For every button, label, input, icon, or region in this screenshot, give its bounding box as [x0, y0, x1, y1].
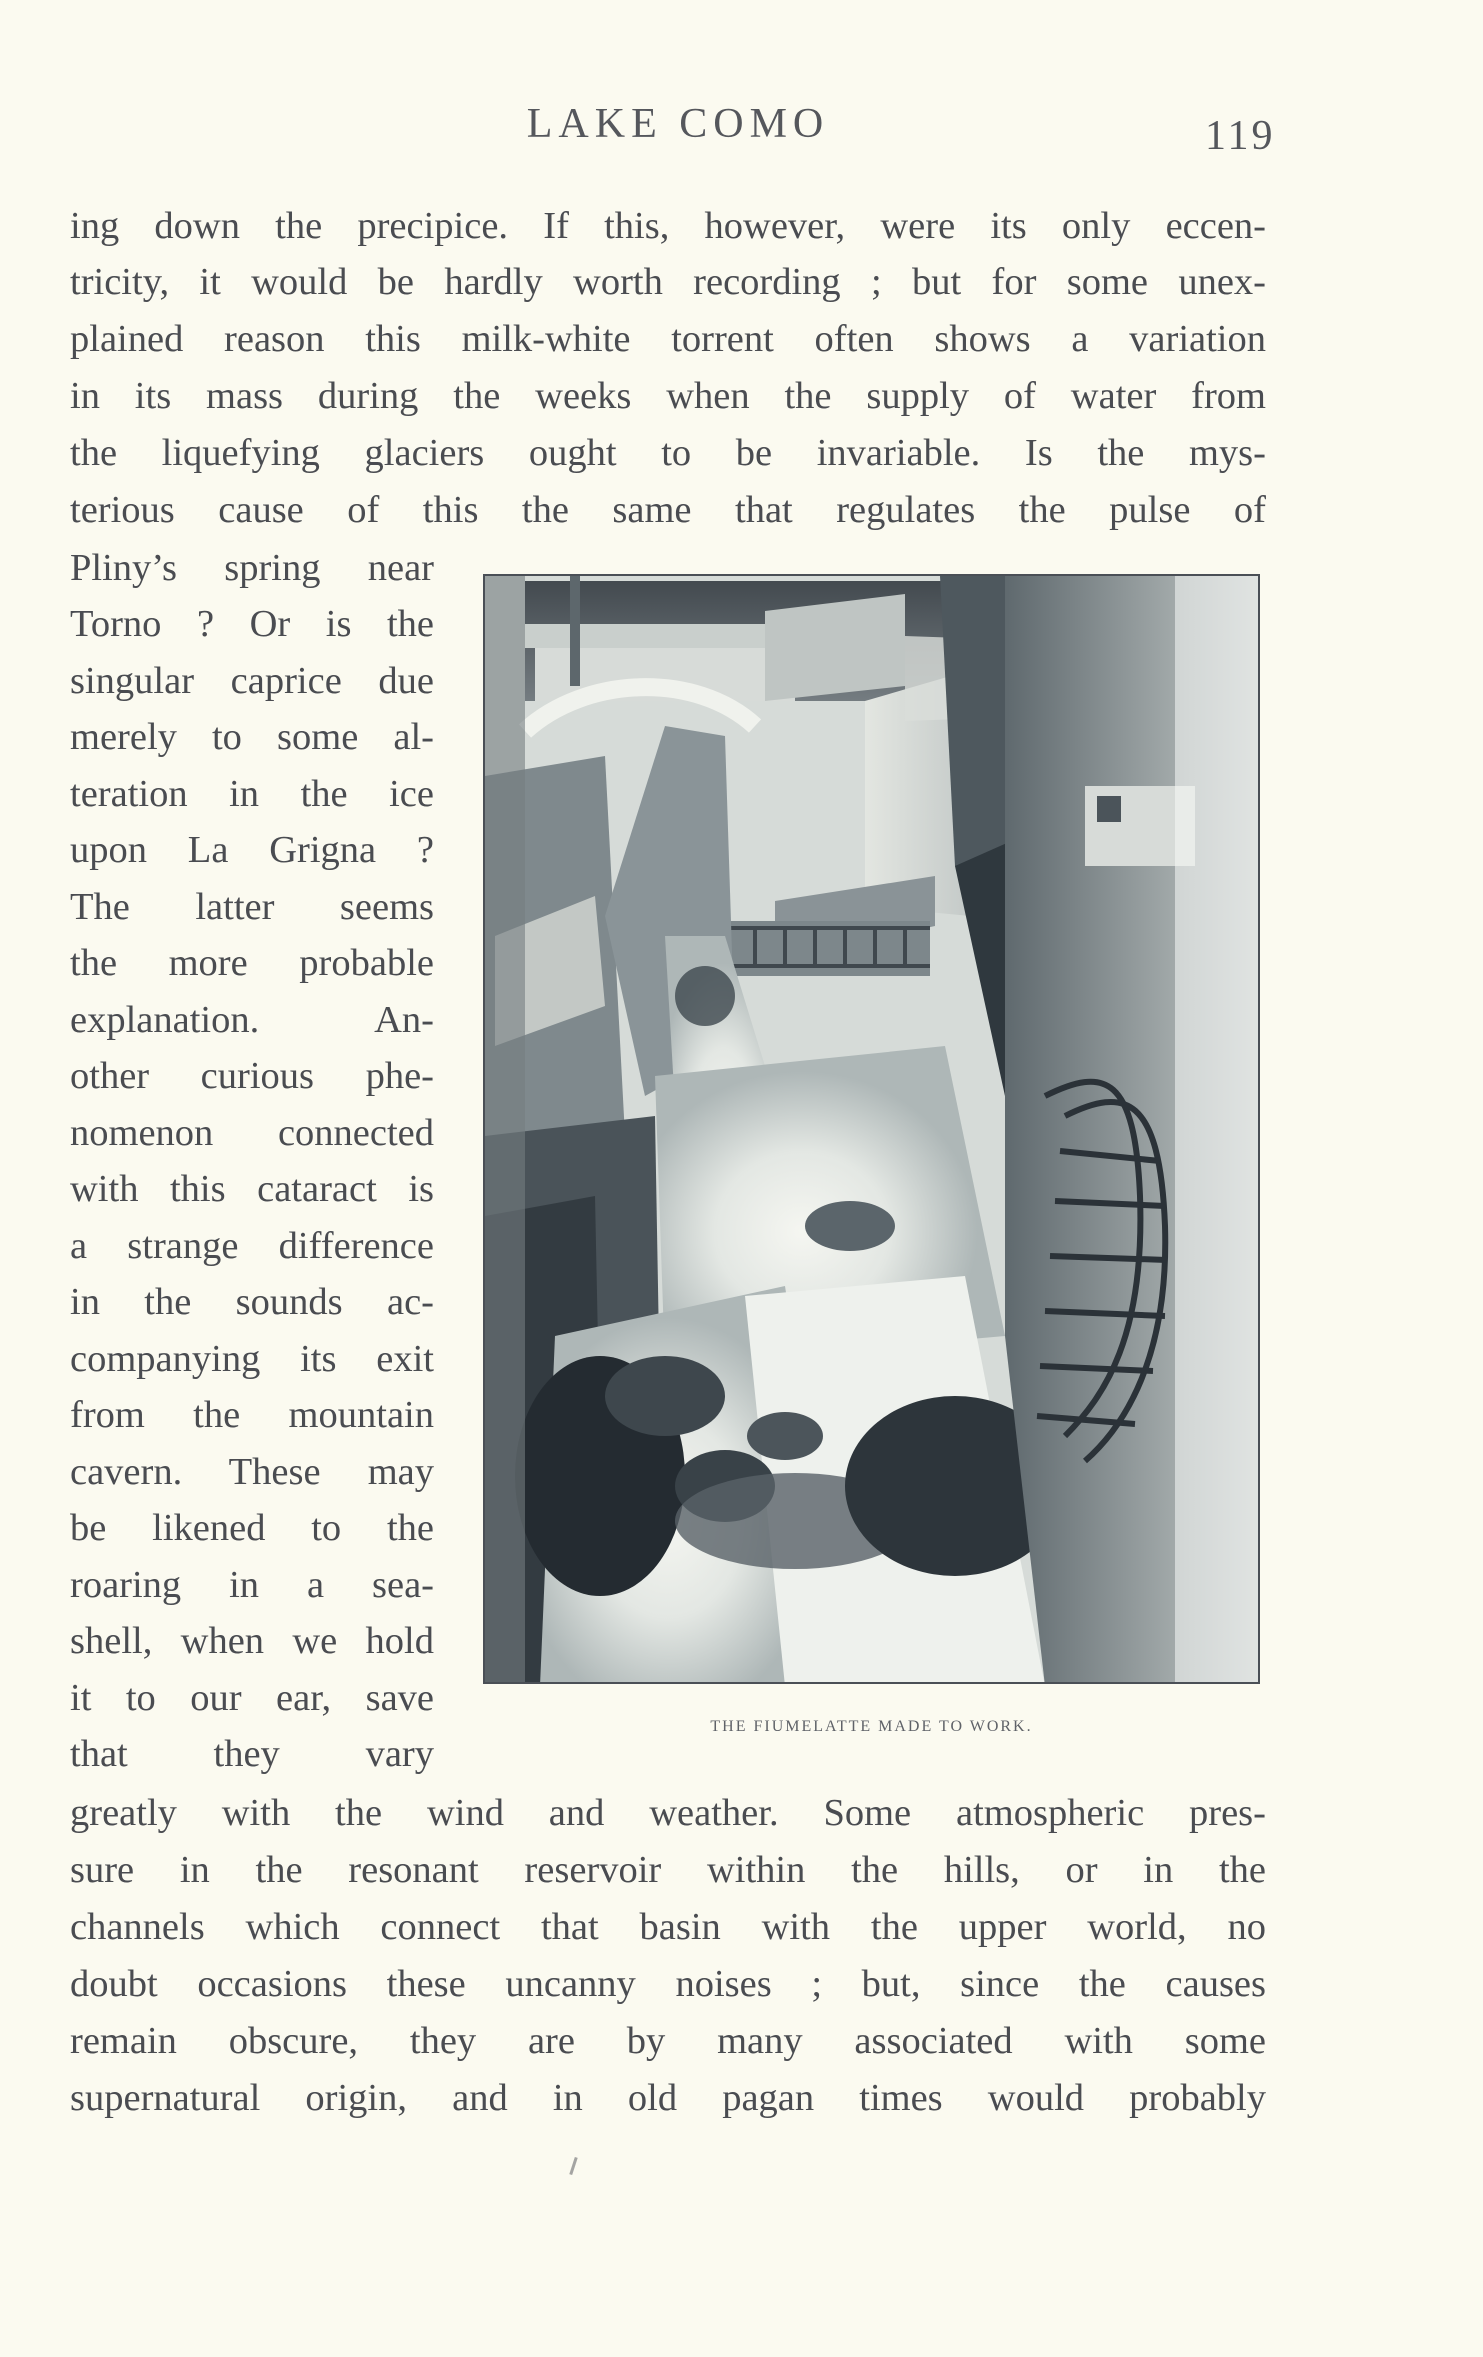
text-line: from the mountain: [70, 1394, 434, 1436]
text-line: upon La Grigna ?: [70, 829, 434, 871]
text-line: roaring in a sea-: [70, 1564, 434, 1606]
running-header-title: LAKE COMO: [526, 101, 830, 147]
text-line: other curious phe-: [70, 1055, 434, 1097]
text-line: cavern. These may: [70, 1451, 434, 1493]
text-line: shell, when we hold: [70, 1620, 434, 1662]
text-line: plained reason this milk-white torrent often shows a variation: [70, 318, 1266, 360]
text-line: The latter seems: [70, 886, 434, 928]
text-line: Pliny’s spring near: [70, 547, 434, 589]
text-line: companying its exit: [70, 1338, 434, 1380]
text-line: that they vary: [70, 1733, 434, 1775]
figure-caption: THE FIUMELATTE MADE TO WORK.: [710, 1718, 1033, 1735]
text-line: terious cause of this the same that regulates the pulse of: [70, 489, 1266, 531]
waterfall-figure: [483, 574, 1260, 1684]
text-line: tricity, it would be hardly worth recording ; but for some unex-: [70, 261, 1266, 303]
text-line: greatly with the wind and weather. Some atmospheric pres-: [70, 1792, 1266, 1834]
text-line: nomenon connected: [70, 1112, 434, 1154]
text-line: sure in the resonant reservoir within the hills, or in the: [70, 1849, 1266, 1891]
text-line: Torno ? Or is the: [70, 603, 434, 645]
text-line: doubt occasions these uncanny noises ; but, since the causes: [70, 1963, 1266, 2005]
waterfall-photograph: [483, 574, 1260, 1684]
text-line: in the sounds ac-: [70, 1281, 434, 1323]
text-line: the more probable: [70, 942, 434, 984]
text-line: teration in the ice: [70, 773, 434, 815]
text-line: in its mass during the weeks when the supply of water from: [70, 375, 1266, 417]
text-line: ing down the precipice. If this, however, were its only eccen-: [70, 205, 1266, 247]
text-line: it to our ear, save: [70, 1677, 434, 1719]
text-line: explanation. An-: [70, 999, 434, 1041]
text-line: with this cataract is: [70, 1168, 434, 1210]
text-line: merely to some al-: [70, 716, 434, 758]
text-line: channels which connect that basin with the upper world, no: [70, 1906, 1266, 1948]
text-line: the liquefying glaciers ought to be invariable. Is the mys-: [70, 432, 1266, 474]
text-line: be likened to the: [70, 1507, 434, 1549]
text-line: supernatural origin, and in old pagan times would probably: [70, 2077, 1266, 2119]
text-line: a strange difference: [70, 1225, 434, 1267]
text-line: remain obscure, they are by many associated with some: [70, 2020, 1266, 2062]
page-number: 119: [1205, 113, 1276, 159]
print-speck: [569, 2157, 577, 2175]
text-line: singular caprice due: [70, 660, 434, 702]
